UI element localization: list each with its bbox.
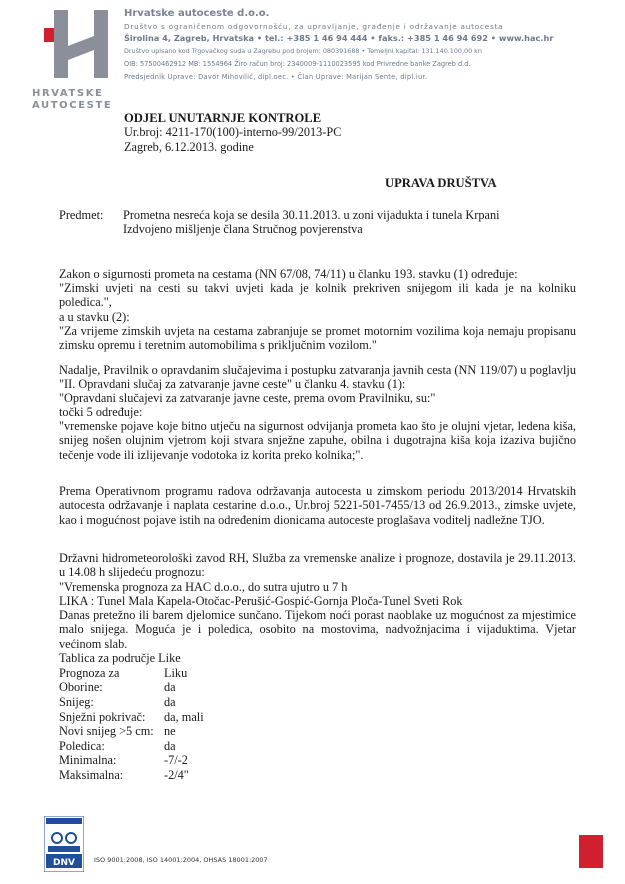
- company-registration: Društvo upisano kod Trgovačkog suda u Zagrebu pod brojem: 080391688 • Temeljni kapital: 131.140.100,00 kn: [124, 47, 482, 55]
- logo-text-line1: HRVATSKE: [32, 88, 104, 99]
- table-row-label: Prognoza za: [59, 666, 120, 680]
- table-row-value: Liku: [164, 666, 188, 680]
- recipient: UPRAVA DRUŠTVA: [385, 176, 497, 190]
- table-row-value: da: [164, 739, 176, 753]
- company-tagline: Društvo s ograničenom odgovornošću, za upravljanje, građenje i održavanje autocesta: [124, 22, 504, 31]
- table-row-label: Poledica:: [59, 739, 105, 753]
- table-row-value: da, mali: [164, 710, 204, 724]
- company-ids: OIB: 57500462912 MB: 1554964 Žiro račun broj: 2340009-1110023595 kod Privredne banke Zagreb d.d.: [124, 60, 471, 68]
- table-row-label: Novi snijeg >5 cm:: [59, 724, 154, 738]
- reference-number: Ur.broj: 4211-170(100)-interno-99/2013-PC: [124, 125, 342, 139]
- regulation-point: točki 5 određuje:: [59, 405, 143, 419]
- table-row-value: -2/4": [164, 768, 189, 782]
- law-paragraph-ref: a u stavku (2):: [59, 310, 130, 324]
- law-quote-1: "Zimski uvjeti na cesti su takvi uvjeti kada je kolnik prekriven snijegom ili kada je na kolniku poledica.",: [59, 281, 576, 310]
- logo-text-line2: AUTOCESTE: [32, 100, 113, 111]
- forecast-intro: Državni hidrometeorološki zavod RH, Služba za vremenske analize i prognoze, dostavila je 29.11.2013. u 14.08 h slijedeću prognozu:: [59, 551, 576, 580]
- table-row-value: da: [164, 695, 176, 709]
- regulation-quote: "Opravdani slučajevi za zatvaranje javne ceste, prema ovom Pravilniku, su:": [59, 391, 436, 405]
- certification-logo: [44, 816, 84, 872]
- table-row-label: Snijeg:: [59, 695, 94, 709]
- forecast-title: "Vremenska prognoza za HAC d.o.o., do sutra ujutro u 7 h: [59, 580, 348, 594]
- subject-line-2: Izdvojeno mišljenje člana Stručnog povjerenstva: [123, 222, 363, 236]
- table-row-label: Maksimalna:: [59, 768, 124, 782]
- forecast-text: Danas pretežno ili barem djelomice sunčano. Tijekom noći porast naoblake uz mogućnost za mjestimice malo snijega. Moguća je i poledica, osobito na mostovima, nadvožnjacima i vijaduktima. Vjetar većinom slab.: [59, 608, 576, 651]
- subject-label: Predmet:: [59, 208, 104, 222]
- forecast-table-title: Tablica za područje Like: [59, 651, 181, 665]
- table-row-label: Snježni pokrivač:: [59, 710, 146, 724]
- iso-certifications: ISO 9001:2008, ISO 14001:2004, OHSAS 18001:2007: [94, 856, 268, 864]
- company-name: Hrvatske autoceste d.o.o.: [124, 8, 270, 19]
- table-row-label: Oborine:: [59, 680, 103, 694]
- operational-program-paragraph: Prema Operativnom programu radova održavanja autocesta u zimskom periodu 2013/2014 Hrvatskih autocesta održavanje i naplata cestarine d.o.o., Ur.broj 5221-501-7455/13 od 26.9.2013., zimske uvjete, kao i mogućnost pojave istih na određenim dionicama autoceste proglašava voditelj nadležne TJO.: [59, 484, 576, 527]
- regulation-intro: Nadalje, Pravilnik o opravdanim slučajevima i postupku zatvaranja javnih cesta (NN 119/07) u poglavlju "II. Opravdani slučaj za zatvaranje javne ceste" u članku 4. stavku (1):: [59, 363, 576, 392]
- table-row-value: da: [164, 680, 176, 694]
- forecast-region: LIKA : Tunel Mala Kapela-Otočac-Perušić-Gospić-Gornja Ploča-Tunel Sveti Rok: [59, 594, 463, 608]
- company-board: Predsjednik Uprave: Davor Mihovilić, dipl.oec. • Član Uprave: Marijan Sente, dipl.iur.: [124, 73, 428, 81]
- company-address: Širolina 4, Zagreb, Hrvatska • tel.: +385 1 46 94 444 • faks.: +385 1 46 94 692 • www.hac.hr: [124, 33, 554, 43]
- subject-line-1: Prometna nesreća koja se desila 30.11.2013. u zoni vijadukta i tunela Krpani: [123, 208, 500, 222]
- law-intro: Zakon o sigurnosti prometa na cestama (NN 67/08, 74/11) u članku 193. stavku (1) određuje:: [59, 267, 518, 281]
- red-corner-mark: [579, 835, 603, 868]
- law-quote-2: "Za vrijeme zimskih uvjeta na cestama zabranjuje se promet motornim vozilima koja nemaju propisanu zimsku opremu i teretnim automobilima s priključnim vozilom.": [59, 324, 576, 353]
- table-row-value: -7/-2: [164, 753, 188, 767]
- regulation-quote-2: "vremenske pojave koje bitno utječu na sigurnost odvijanja prometa kao što je olujni vjetar, ledena kiša, snijeg nošen olujnim vjetrom koji stvara snježne zapuhe, obilna i dugotrajna kiša koja izaziva bujično tečenje vode ili izlijevanje vodotoka iz korita preko kolnika;".: [59, 419, 576, 462]
- department-name: ODJEL UNUTARNJE KONTROLE: [124, 111, 322, 125]
- table-row-label: Minimalna:: [59, 753, 117, 767]
- cert-label: DNV: [53, 858, 75, 868]
- document-date: Zagreb, 6.12.2013. godine: [124, 140, 254, 154]
- table-row-value: ne: [164, 724, 176, 738]
